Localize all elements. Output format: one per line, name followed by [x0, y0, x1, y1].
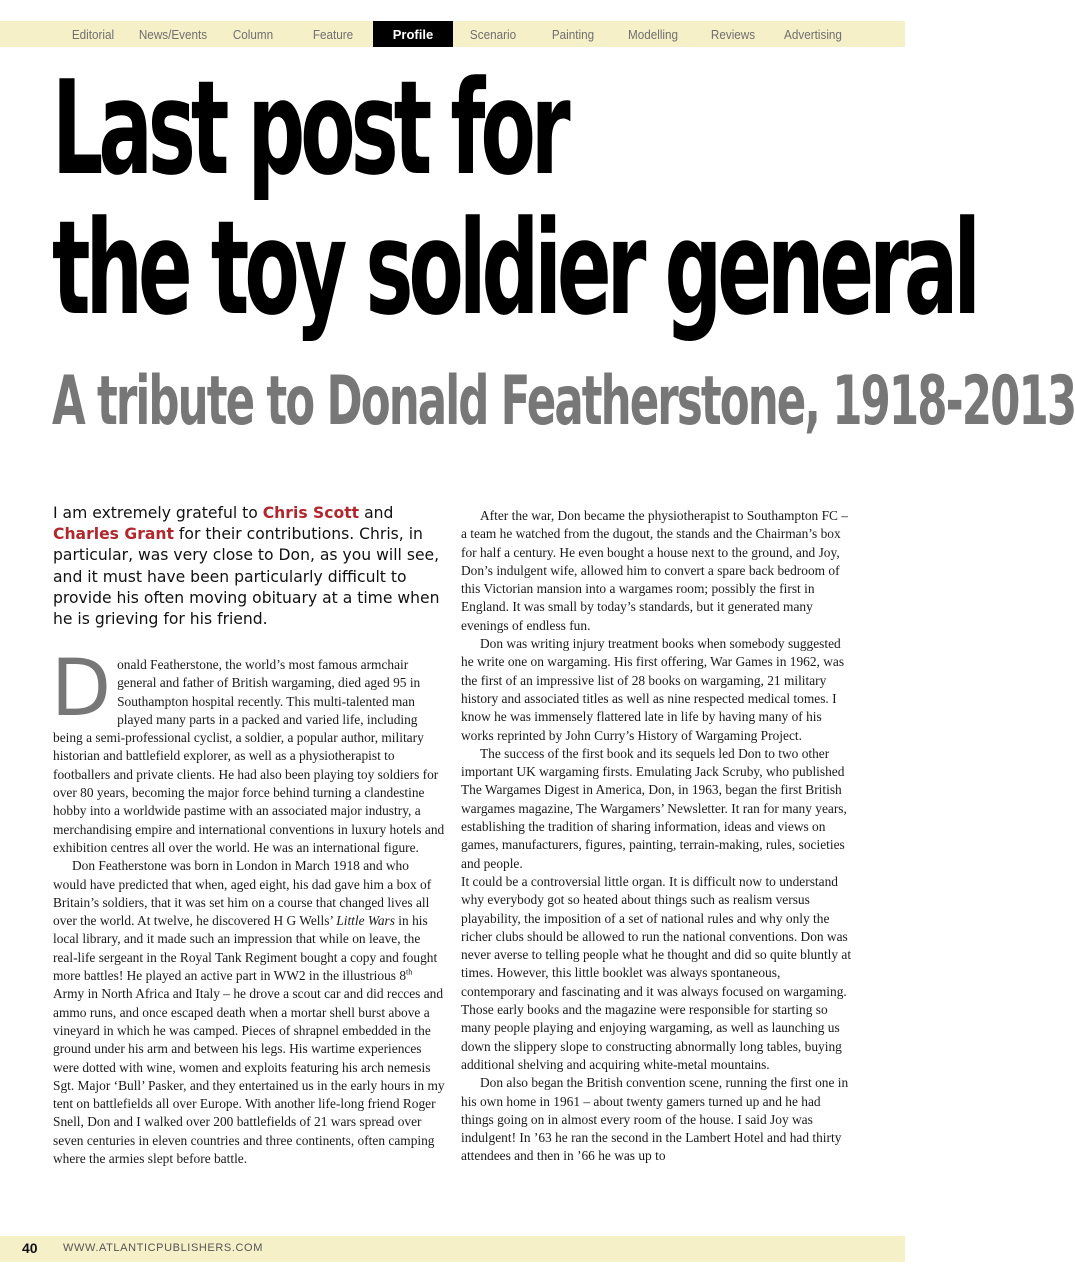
- nav-item-profile[interactable]: Profile: [373, 21, 453, 47]
- contributor-name-1: Chris Scott: [262, 504, 360, 522]
- book-title-italic: Little Wars: [336, 913, 395, 929]
- nav-item-reviews[interactable]: Reviews: [710, 27, 756, 42]
- drop-cap: D: [51, 644, 112, 734]
- headline-line-1: Last post for: [52, 52, 566, 204]
- body-paragraph: The success of the first book and its sequels led Don to two other important UK wargaming firsts. Emulating Jack Scruby, who published The Wargames Digest in America, Don, in 1963, began the first British wargames magazine, The Wargamers’ Newsletter. It ran for many years, establishing the tradition of sharing information, ideas and views on games, manufacturers, figures, painting, terrain-making, rules, societies and people.: [461, 745, 847, 871]
- body-paragraph: [51, 644, 445, 857]
- nav-item-painting[interactable]: Painting: [551, 27, 595, 42]
- body-column-left: [51, 644, 445, 1168]
- body-paragraph: Don also began the British convention scene, running the first one in his own home in 1961 – about twenty gamers turned up and he had things going on in almost every room of the house. I said Joy was indulgent! In ’63 he ran the second in the Lambert Hotel and had thirty attendees and then in ’66 he was up to: [461, 1075, 849, 1164]
- paragraph-text: onald Featherstone, the world’s most famous armchair general and father of British wargaming, died aged 95 in Southampton hospital recently. This multi-talented man played many parts in a packed and varied life, including being a semi-professional cyclist, a soldier, a popular author, military historian and battlefield explorer, as well as a physiotherapist to footballers and private clients. He had also been playing toy soldiers for over 80 years, becoming the major force behind turning a clandestine hobby into a worldwide pastime with an associated major industry, a merchandising empire and international conventions in luxury hotels and exhibition centres all over the world. He was an international figure.: [53, 657, 445, 855]
- page-number: 40: [22, 1240, 38, 1256]
- nav-item-feature[interactable]: Feature: [312, 27, 354, 42]
- paragraph-text: Army in North Africa and Italy – he drove a scout car and did recces and ammo runs, and once escaped death when a mortar shell burst above a vineyard in which he was camped. Pieces of shrapnel embedded in the ground under his arm and between his legs. His wartime experiences were dotted with wine, women and exploits featuring his arch nemesis Sgt. Major ‘Bull’ Pasker, and they entertained us in the early hours in my tent on battlefields all over Europe. With another life-long friend Roger Snell, Don and I walked over 200 battlefields of 21 wars spread over seven centuries in eleven countries and three continents, often camping where the armies slept before battle.: [53, 986, 445, 1167]
- nav-item-advertising[interactable]: Advertising: [784, 27, 842, 42]
- nav-item-scenario[interactable]: Scenario: [469, 27, 517, 42]
- article-subtitle: A tribute to Donald Featherstone, 1918-2013: [52, 362, 1075, 441]
- body-paragraph: Don was writing injury treatment books when somebody suggested he write one on wargaming. His first offering, War Games in 1962, was the first of an impressive list of 28 books on wargaming, 21 military history and associated titles as well as nine respected medical tomes. I know he was immensely flattered late in life by having many of his works reprinted by John Curry’s History of Wargaming Project.: [461, 636, 845, 743]
- nav-item-editorial[interactable]: Editorial: [71, 27, 115, 42]
- section-nav-bar: [0, 21, 905, 47]
- body-paragraph: [53, 857, 445, 1168]
- nav-item-news-events[interactable]: News/Events: [138, 27, 208, 42]
- contributor-name-2: Charles Grant: [53, 525, 174, 544]
- headline-line-2: the toy soldier general: [52, 192, 977, 344]
- paragraph-text: Don Featherstone was born in London in March 1918 and who would have predicted that when, aged eight, his dad gave him a box of Britain’s soldiers, that it was set him on a course that changed lives all over the world. At twelve, he discovered H G Wells’: [53, 858, 432, 929]
- article-headline: [52, 52, 977, 344]
- intro-text-1: I am extremely grateful to: [53, 504, 263, 522]
- body-paragraph: After the war, Don became the physiotherapist to Southampton FC – a team he watched from the dugout, the stands and the Chairman’s box for half a century. He even bought a house next to the ground, and Joy, Don’s indulgent wife, allowed him to convert a spare back bedroom of this Victorian mansion into a wargames room; possibly the first in England. It was small by today’s standards, but it generated many evenings of endless fun.: [461, 508, 849, 633]
- body-paragraph: It could be a controversial little organ. It is difficult now to understand why everybody got so heated about things such as realism versus playability, the imposition of a set of national rules and why only the richer clubs should be allowed to run the national conventions. Don was never averse to telling people what he thought and did so quite bluntly at times. However, this little booklet was always spontaneous, contemporary and fascinating and it was always focused on wargaming. Those early books and the magazine were responsible for starting so many people playing and enjoying wargaming, as well as launching us down the slippery slope to constructing abnormally long tables, buying additional shelving and acquiring white-metal mountains.: [461, 873, 852, 1072]
- intro-text-2: and: [359, 504, 394, 522]
- ordinal-suffix: th: [406, 967, 413, 977]
- page-footer: [0, 1236, 905, 1262]
- intro-paragraph: [53, 503, 443, 630]
- nav-item-column[interactable]: Column: [232, 27, 274, 42]
- publisher-website-link[interactable]: WWW.ATLANTICPUBLISHERS.COM: [63, 1242, 263, 1254]
- paragraph-text: in his local library, and it made such an impression that while on leave, the real-life sergeant in the Royal Tank Regiment bought a copy and fought more battles! He played an active part in WW2 in the illustrious 8: [53, 913, 438, 984]
- body-column-right: [461, 507, 856, 1166]
- intro-text-3: for their contributions. Chris, in particular, was very close to Don, as you will see, and it must have been particularly difficult to provide his often moving obituary at a time when he is grieving for his friend.: [53, 525, 440, 629]
- nav-item-modelling[interactable]: Modelling: [627, 27, 679, 42]
